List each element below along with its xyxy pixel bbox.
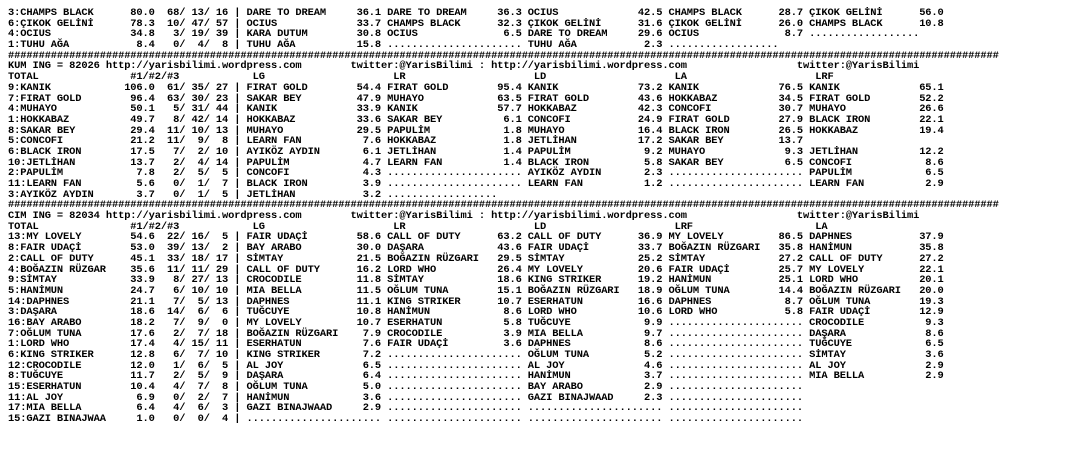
text-line: 3:DAŞARA 18.6 14/ 6/ 6 | TUĞCUYE 10.8 HANİMUN 8.6 LORD WHO 10.6 LORD WHO 5.8 FAIR UDAÇİ 12.9 (8, 306, 944, 319)
text-line: 5:HANİMUN 24.7 6/ 10/ 10 | MIA BELLA 11.5 OĞLUM TUNA 15.1 BOĞAZIN RÜZGARI 18.9 OĞLUM TUNA 14.4 BOĞAZIN RÜZGARI 20.0 (8, 284, 944, 297)
text-line: 8:TUĞCUYE 11.7 2/ 5/ 9 | DAŞARA 6.4 ...................... HANİMUN 3.7 ...................... MIA BELLA 2.9 (8, 370, 944, 383)
text-line: 9:SİMTAY 33.9 8/ 27/ 13 | CROCODILE 11.8 SİMTAY 18.6 KING STRIKER 19.2 HANİMUN 25.1 LORD WHO 20.1 (8, 274, 944, 287)
text-line: TOTAL #1/#2/#3 LG LR LD LRF LA (8, 220, 828, 233)
text-line: 9:KANIK 106.0 61/ 35/ 27 | FIRAT GOLD 54.4 FIRAT GOLD 95.4 KANIK 73.2 KANIK 76.5 KANIK 65.1 (8, 81, 944, 94)
text-line: CIM ING = 82034 http://yarisbilimi.wordpress.com twitter:@YarisBilimi : http://yarisbilimi.wordpress.com twitter:@YarisBilimi (8, 210, 920, 223)
text-line: 12:CROCODILE 12.0 1/ 6/ 5 | AL JOY 6.5 ...................... AL JOY 4.6 ...................... AL JOY 2.9 (8, 359, 944, 372)
text-line: 8:FAIR UDAÇİ 53.0 39/ 13/ 2 | BAY ARABO 30.0 DAŞARA 43.6 FAIR UDAÇİ 33.7 BOĞAZIN RÜZGARI 35.8 HANİMUN 35.8 (8, 242, 944, 255)
text-line: 6:ÇIKOK GELİNİ 78.3 10/ 47/ 57 | OCIUS 33.7 CHAMPS BLACK 32.3 ÇIKOK GELİNİ 31.6 ÇIKOK GELİNİ 26.0 CHAMPS BLACK 10.8 (8, 17, 944, 30)
text-line: 7:OĞLUM TUNA 17.6 2/ 7/ 18 | BOĞAZIN RÜZGARI 7.9 CROCODILE 3.9 MIA BELLA 9.7 ...................... DAŞARA 8.6 (8, 327, 944, 340)
text-line: 15:GAZI BINAJWAA 1.0 0/ 0/ 4 | ...................... ...................... ...................... ...................... (8, 413, 804, 426)
text-line: 10:JETLİHAN 13.7 2/ 4/ 14 | PAPULİM 4.7 LEARN FAN 1.4 BLACK IRON 5.8 SAKAR BEY 6.5 CONCOFI 8.6 (8, 156, 944, 169)
separator-line: ################################################################################################################################################################## (8, 49, 999, 62)
text-line: 14:DAPHNES 21.1 7/ 5/ 13 | DAPHNES 11.1 KING STRIKER 10.7 ESERHATUN 16.6 DAPHNES 8.7 OĞLUM TUNA 19.3 (8, 295, 944, 308)
text-line: TOTAL #1/#2/#3 LG LR LD LA LRF (8, 71, 834, 84)
text-line: 4:BOĞAZIN RÜZGAR 35.6 11/ 11/ 29 | CALL OF DUTY 16.2 LORD WHO 26.4 MY LOVELY 20.6 FAIR UDAÇİ 25.7 MY LOVELY 22.1 (8, 263, 944, 276)
text-line: 15:ESERHATUN 10.4 4/ 7/ 8 | OĞLUM TUNA 5.0 ...................... BAY ARABO 2.9 ...................... (8, 381, 804, 394)
text-line: 5:CONCOFI 21.2 11/ 9/ 8 | LEARN FAN 7.6 HOKKABAZ 1.8 JETLİHAN 17.2 SAKAR BEY 13.7 (8, 135, 804, 148)
text-line: 6:BLACK IRON 17.5 7/ 2/ 10 | AYIKÖZ AYDIN 6.1 JETLİHAN 1.4 PAPULİM 9.2 MUHAYO 9.3 JETLİHAN 12.2 (8, 145, 944, 158)
separator-line: ################################################################################################################################################################## (8, 199, 999, 212)
text-line: 17:MIA BELLA 6.4 4/ 6/ 3 | GAZI BINAJWAAD 2.9 ...................... ...................... ...................... (8, 402, 804, 415)
text-line: 13:MY LOVELY 54.6 22/ 16/ 5 | FAIR UDAÇİ 58.6 CALL OF DUTY 63.2 CALL OF DUTY 36.9 MY LOVELY 86.5 DAPHNES 37.9 (8, 231, 944, 244)
text-line: 2:CALL OF DUTY 45.1 33/ 18/ 17 | SİMTAY 21.5 BOĞAZIN RÜZGARI 29.5 SİMTAY 25.2 SİMTAY 27.2 CALL OF DUTY 27.2 (8, 252, 944, 265)
text-line: 7:FIRAT GOLD 96.4 63/ 30/ 23 | SAKAR BEY 47.9 MUHAYO 63.5 FIRAT GOLD 43.6 HOKKABAZ 34.5 FIRAT GOLD 52.2 (8, 92, 944, 105)
text-line: 3:CHAMPS BLACK 80.0 68/ 13/ 16 | DARE TO DREAM 36.1 DARE TO DREAM 36.3 OCIUS 42.5 CHAMPS BLACK 28.7 ÇIKOK GELİNİ 56.0 (8, 7, 944, 19)
text-line: 11:AL JOY 6.9 0/ 2/ 7 | HANİMUN 3.6 ...................... GAZI BINAJWAAD 2.3 ...................... (8, 391, 804, 404)
text-line: 2:PAPULİM 7.8 2/ 5/ 5 | CONCOFI 4.3 ...................... AYIKÖZ AYDIN 2.3 ...................... PAPULİM 6.5 (8, 167, 944, 180)
text-line: 6:KING STRIKER 12.8 6/ 7/ 10 | KING STRIKER 7.2 ...................... OĞLUM TUNA 5.2 ...................... SİMTAY 3.6 (8, 349, 944, 361)
text-line: KUM ING = 82026 http://yarisbilimi.wordpress.com twitter:@YarisBilimi : http://yarisbilimi.wordpress.com twitter:@YarisBilimi (8, 60, 920, 73)
text-line: 1:LORD WHO 17.4 4/ 15/ 11 | ESERHATUN 7.6 FAIR UDAÇİ 3.6 DAPHNES 8.6 ...................... TUĞCUYE 6.5 (8, 338, 944, 351)
text-line: 4:MUHAYO 50.1 5/ 31/ 44 | KANIK 33.9 KANIK 57.7 HOKKABAZ 42.3 CONCOFI 30.7 MUHAYO 26.6 (8, 103, 944, 116)
text-line: 1:TUHU AĞA 8.4 0/ 4/ 8 | TUHU AĞA 15.8 ...................... TUHU AĞA 2.3 .................. (8, 39, 779, 52)
text-line: 11:LEARN FAN 5.6 0/ 1/ 7 | BLACK IRON 3.9 ...................... LEARN FAN 1.2 ...................... LEARN FAN 2.9 (8, 178, 944, 190)
text-line: 8:SAKAR BEY 29.4 11/ 10/ 13 | MUHAYO 29.5 PAPULİM 1.8 MUHAYO 16.4 BLACK IRON 26.5 HOKKABAZ 19.4 (8, 124, 944, 137)
text-line: 3:AYIKÖZ AYDIN 3.7 0/ 1/ 5 | JETLİHAN 3.2 .................. (8, 188, 498, 201)
text-line: 16:BAY ARABO 18.2 7/ 9/ 0 | MY LOVELY 10.7 ESERHATUN 5.8 TUĞCUYE 9.9 ...................... CROCODILE 9.3 (8, 316, 944, 329)
text-line: 4:OCIUS 34.8 3/ 19/ 39 | KARA DUTUM 30.8 OCIUS 6.5 DARE TO DREAM 29.6 OCIUS 8.7 .................. (8, 28, 920, 41)
text-line: 1:HOKKABAZ 49.7 8/ 42/ 14 | HOKKABAZ 33.6 SAKAR BEY 6.1 CONCOFI 24.9 FIRAT GOLD 27.9 BLACK IRON 22.1 (8, 113, 944, 126)
